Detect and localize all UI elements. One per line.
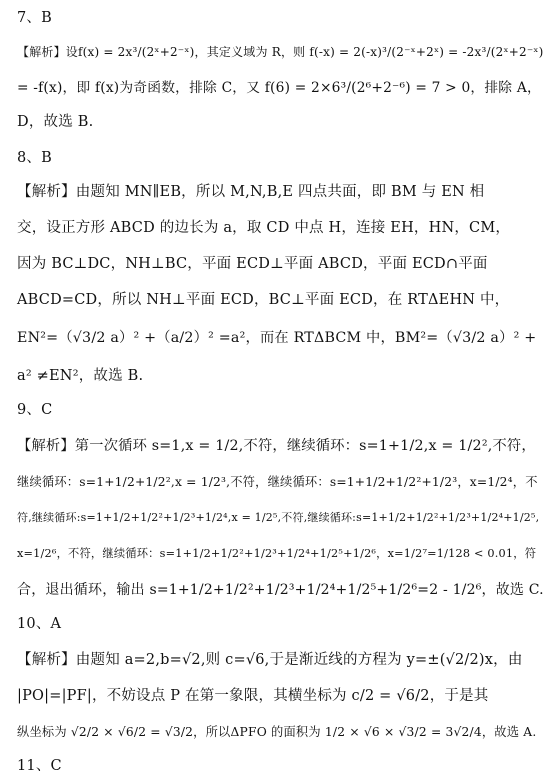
solution-line: a² ≠EN²，故选 B. xyxy=(17,368,144,384)
solution-line: = -f(x)，即 f(x)为奇函数，排除 C，又 f(6) = 2×6³/(2⁶+2⁻⁶) = 7 > 0，排除 A， xyxy=(17,80,541,96)
answer-heading-10: 10、A xyxy=(17,616,62,632)
solution-line: 【解析】由题知 a=2,b=√2,则 c=√6,于是渐近线的方程为 y=±(√2/2)x，由 xyxy=(17,652,523,668)
solution-line: EN²=（√3/2 a）² +（a/2）² =a²，而在 RTΔBCM 中，BM²=（√3/2 a）² + xyxy=(17,330,537,346)
answer-heading-11: 11、C xyxy=(17,758,62,774)
solution-line: 符,继续循环:s=1+1/2+1/2²+1/2³+1/2⁴,x = 1/2⁵,不符,继续循环:s=1+1/2+1/2²+1/2³+1/2⁴+1/2⁵, xyxy=(17,511,540,524)
answer-heading-9: 9、C xyxy=(17,402,53,418)
solution-line: ABCD=CD，所以 NH⊥平面 ECD，BC⊥平面 ECD，在 RTΔEHN 中， xyxy=(17,292,510,308)
solution-line: 因为 BC⊥DC，NH⊥BC，平面 ECD⊥平面 ABCD，平面 ECD∩平面 xyxy=(17,256,488,272)
solution-line: D，故选 B. xyxy=(17,114,94,130)
solution-line: 合，退出循环，输出 s=1+1/2+1/2²+1/2³+1/2⁴+1/2⁵+1/2⁶=2 - 1/2⁶，故选 C. xyxy=(17,582,544,598)
answer-heading-7: 7、B xyxy=(17,10,52,26)
solution-line: x=1/2⁶，不符，继续循环：s=1+1/2+1/2²+1/2³+1/2⁴+1/2⁵+1/2⁶，x=1/2⁷=1/128 < 0.01，符 xyxy=(17,547,537,560)
solution-line: 【解析】由题知 MN∥EB，所以 M,N,B,E 四点共面，即 BM 与 EN 相 xyxy=(17,184,485,200)
solution-line: 交，设正方形 ABCD 的边长为 a，取 CD 中点 H，连接 EH，HN，CM， xyxy=(17,220,511,236)
solution-line: 【解析】第一次循环 s=1,x = 1/2,不符，继续循环：s=1+1/2,x = 1/2²,不符， xyxy=(17,438,536,454)
solution-line: |PO|=|PF|，不妨设点 P 在第一象限，其横坐标为 c/2 = √6/2，于是其 xyxy=(17,688,489,704)
solution-line: 继续循环：s=1+1/2+1/2²,x = 1/2³,不符，继续循环：s=1+1/2+1/2²+1/2³，x=1/2⁴，不 xyxy=(17,475,538,489)
solution-line: 纵坐标为 √2/2 × √6/2 = √3/2，所以ΔPFO 的面积为 1/2 × √6 × √3/2 = 3√2/4，故选 A. xyxy=(17,725,537,739)
answer-heading-8: 8、B xyxy=(17,150,52,166)
solution-line: 【解析】设f(x) = 2x³/(2ˣ+2⁻ˣ)，其定义域为 R，则 f(-x) = 2(-x)³/(2⁻ˣ+2ˣ) = -2x³/(2ˣ+2⁻ˣ) xyxy=(17,45,544,59)
